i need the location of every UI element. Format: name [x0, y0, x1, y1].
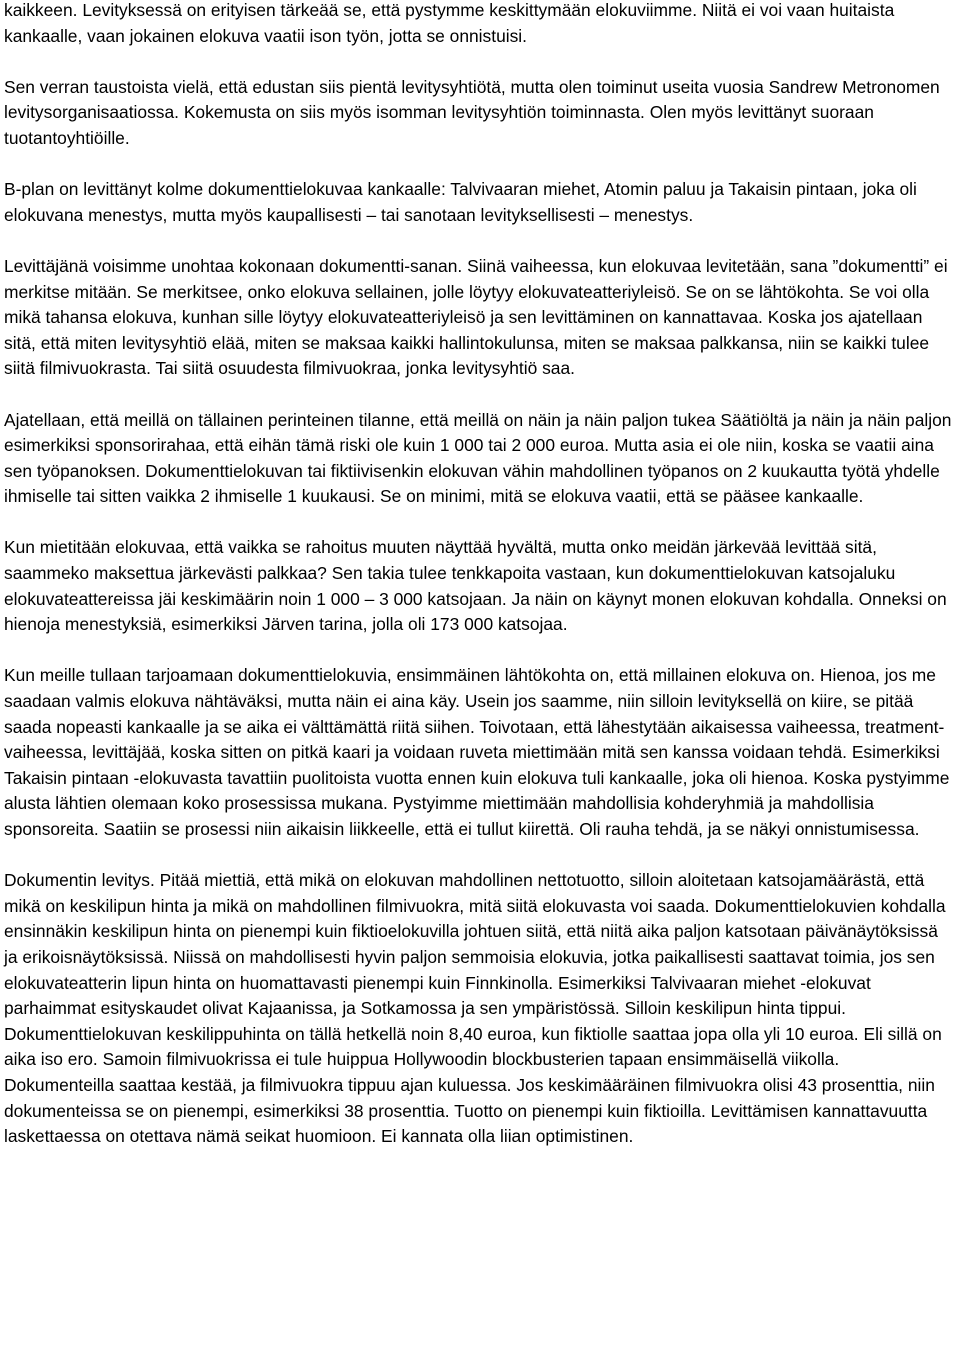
- sentence: Pystyimme miettimään mahdollisia kohderyhmiä ja mahdollisia sponsoreita.: [4, 793, 874, 839]
- sentence: Dokumentin levitys.: [4, 870, 155, 891]
- sentence: kaikkeen.: [4, 0, 78, 20]
- paragraph: [4, 663, 954, 842]
- sentence: Dokumenttielokuvan keskilippuhinta on tällä hetkellä noin 8,40 euroa, kun fiktiolle saattaa jopa olla yli 10 euroa.: [4, 1023, 859, 1044]
- sentence: Kun mietitään elokuvaa, että vaikka se rahoitus muuten näyttää hyvältä, mutta onko meidän järkevää levittää sitä, saammeko maksettua järkevästi palkkaa?: [4, 537, 877, 584]
- document-page: [4, 0, 954, 1150]
- sentence: Ja näin on käynyt monen elokuvan kohdalla.: [511, 588, 854, 609]
- sentence: Esimerkiksi Talvivaaran miehet -elokuvat parhaimmat esityskaudet olivat Kajaanissa, ja Sotkamossa ja sen ympäristössä.: [4, 972, 871, 1019]
- sentence: Koska pystyimme alusta lähtien olemaan koko prosessissa mukana.: [4, 767, 950, 814]
- sentence: Toivotaan, että lähestytään aikaisessa vaiheessa, treatment-vaiheessa, levittäjää, koska sitten on pitkä kaari ja voidaan ruveta miettimään mitä sen kanssa voidaan tehdä.: [4, 716, 945, 763]
- sentence: Mutta asia ei ole niin, koska se vaatii aina sen työpanoksen.: [4, 435, 934, 481]
- sentence: Ajatellaan, että meillä on tällainen perinteinen tilanne, että meillä on näin ja näin paljon tukea Säätiöltä ja näin ja näin paljon esimerkiksi sponsorirahaa, että eihän tämä riski ole kuin 1 000 tai 2 000 euroa.: [4, 409, 952, 456]
- sentence: Samoin filmivuokrissa ei tule huippua Hollywoodin blockbusterien tapaan ensimmäisellä viikolla.: [102, 1049, 840, 1070]
- sentence: Dokumenteilla saattaa kestää, ja filmivuokra tippuu ajan kuluessa.: [4, 1074, 512, 1095]
- sentence: Kun meille tullaan tarjoamaan dokumenttielokuvia, ensimmäinen lähtökohta on, että millainen elokuva on.: [4, 665, 816, 686]
- paragraph: [4, 254, 954, 382]
- sentence: Levittäjänä voisimme unohtaa kokonaan dokumentti-sanan.: [4, 255, 463, 276]
- sentence: Tuotto on pienempi kuin fiktioilla.: [454, 1100, 706, 1121]
- paragraph: [4, 0, 954, 49]
- paragraph: [4, 75, 954, 152]
- sentence: Dokumenttielokuvan tai fiktiivisenkin elokuvan vähin mahdollinen työpanos on 2 kuukautta työtä yhdelle ihmiselle tai sitten vaikka 2 ihmiselle 1 kuukausi.: [4, 460, 940, 507]
- sentence: Hienoa, jos me saadaan valmis elokuva nähtäväksi, mutta näin ei aina käy.: [4, 665, 936, 712]
- sentence: Se merkitsee, onko elokuva sellainen, jolle löytyy elokuvateatteriyleisö.: [136, 281, 681, 302]
- sentence: Se voi olla mikä tahansa elokuva, kunhan sille löytyy elokuvateatteriyleisö ja sen levittäminen on kannattavaa.: [4, 281, 930, 328]
- paragraph: [4, 408, 954, 510]
- sentence: Saatiin se prosessi niin aikaisin liikkeelle, että ei tullut kiirettä.: [103, 819, 575, 839]
- sentence: Koska jos ajatellaan sitä, että miten levitysyhtiö elää, miten se maksaa kaikki hallintokulunsa, miten se maksaa palkkansa, niin se kaikki tulee siitä filmivuokrasta.: [4, 307, 930, 379]
- paragraph: [4, 868, 954, 1150]
- sentence: Levittämisen kannattavuutta laskettaessa on otettava nämä seikat huomioon.: [4, 1100, 928, 1147]
- sentence: Usein jos saamme, niin silloin levityksellä on kiire, se pitää saada nopeasti kankaalle ja se aika ei välttämättä riitä siihen.: [4, 691, 914, 737]
- sentence: Eli sillä on aika iso ero.: [4, 1023, 942, 1070]
- sentence: Ei kannata olla liian optimistinen.: [381, 1126, 634, 1147]
- sentence: Oli rauha tehdä, ja se näkyi onnistumisessa.: [579, 819, 920, 839]
- sentence: Niissä on mahdollisesti hyvin paljon semmoisia elokuvia, jotka paikallisesti saattavat toimia, jos sen elokuvateatterin lipun hinta on huomattavasti pienempi kuin Finnkinolla.: [4, 946, 935, 993]
- sentence: Silloin keskilipun hinta tippui.: [624, 998, 846, 1019]
- sentence: Esimerkiksi Takaisin pintaan -elokuvasta tavattiin puolitoista vuotta ennen kuin elokuva tuli kankaalle, joka oli hienoa.: [4, 742, 940, 788]
- sentence: Se on minimi, mitä se elokuva vaatii, että se pääsee kankaalle.: [380, 486, 864, 507]
- sentence: Levityksessä on erityisen tärkeää se, että pystymme keskittymään elokuviimme.: [82, 0, 698, 20]
- sentence: Kokemusta on siis myös isomman levitysyhtiön toiminnasta.: [183, 102, 645, 123]
- sentence: Sen verran taustoista vielä, että edustan siis pientä levitysyhtiötä, mutta olen toiminut useita vuosia Sandrew Metronomen levitysorganisaatiossa.: [4, 76, 940, 123]
- sentence: Tai siitä osuudesta filmivuokraa, jonka levitysyhtiö saa.: [155, 358, 575, 379]
- paragraph: [4, 535, 954, 637]
- sentence: Pitää miettiä, että mikä on elokuvan mahdollinen nettotuotto, silloin aloitetaan katsojamäärästä, että mikä on keskilipun hinta ja mikä on mahdollinen filmivuokra, mitä siitä elokuvasta voi saada.: [4, 870, 925, 916]
- sentence: Olen myös levittänyt suoraan tuotantoyhtiöille.: [4, 102, 874, 148]
- sentence: Onneksi on hienoja menestyksiä, esimerkiksi Järven tarina, jolla oli 173 000 katsojaa.: [4, 588, 947, 635]
- sentence: Siinä vaiheessa, kun elokuvaa levitetään, sana ”dokumentti” ei merkitse mitään.: [4, 255, 948, 302]
- sentence: Dokumenttielokuvien kohdalla ensinnäkin keskilipun hinta on pienempi kuin fiktioelokuvilla johtuen siitä, että niitä aika paljon katsotaan päivänäytöksissä ja erikoisnäytöksissä.: [4, 895, 946, 967]
- paragraph: [4, 177, 954, 228]
- sentence: Sen takia tulee tenkkapoita vastaan, kun dokumenttielokuvan katsojaluku elokuvateattereissa jäi keskimäärin noin 1 000 – 3 000 katsojaan.: [4, 563, 896, 609]
- sentence: B-plan on levittänyt kolme dokumenttielokuvaa kankaalle: Talvivaaran miehet, Atomin paluu ja Takaisin pintaan, joka oli elokuvana menestys, mutta myös kaupallisesti – tai sanotaan levityksellisesti – menestys.: [4, 179, 917, 225]
- sentence: Jos keskimääräinen filmivuokra olisi 43 prosenttia, niin dokumenteissa se on pienempi, esimerkiksi 38 prosenttia.: [4, 1074, 935, 1121]
- sentence: Niitä ei voi vaan huitaista kankaalle, vaan jokainen elokuva vaatii ison työn, jotta se onnistuisi.: [4, 0, 895, 46]
- sentence: Se on se lähtökohta.: [685, 281, 845, 302]
